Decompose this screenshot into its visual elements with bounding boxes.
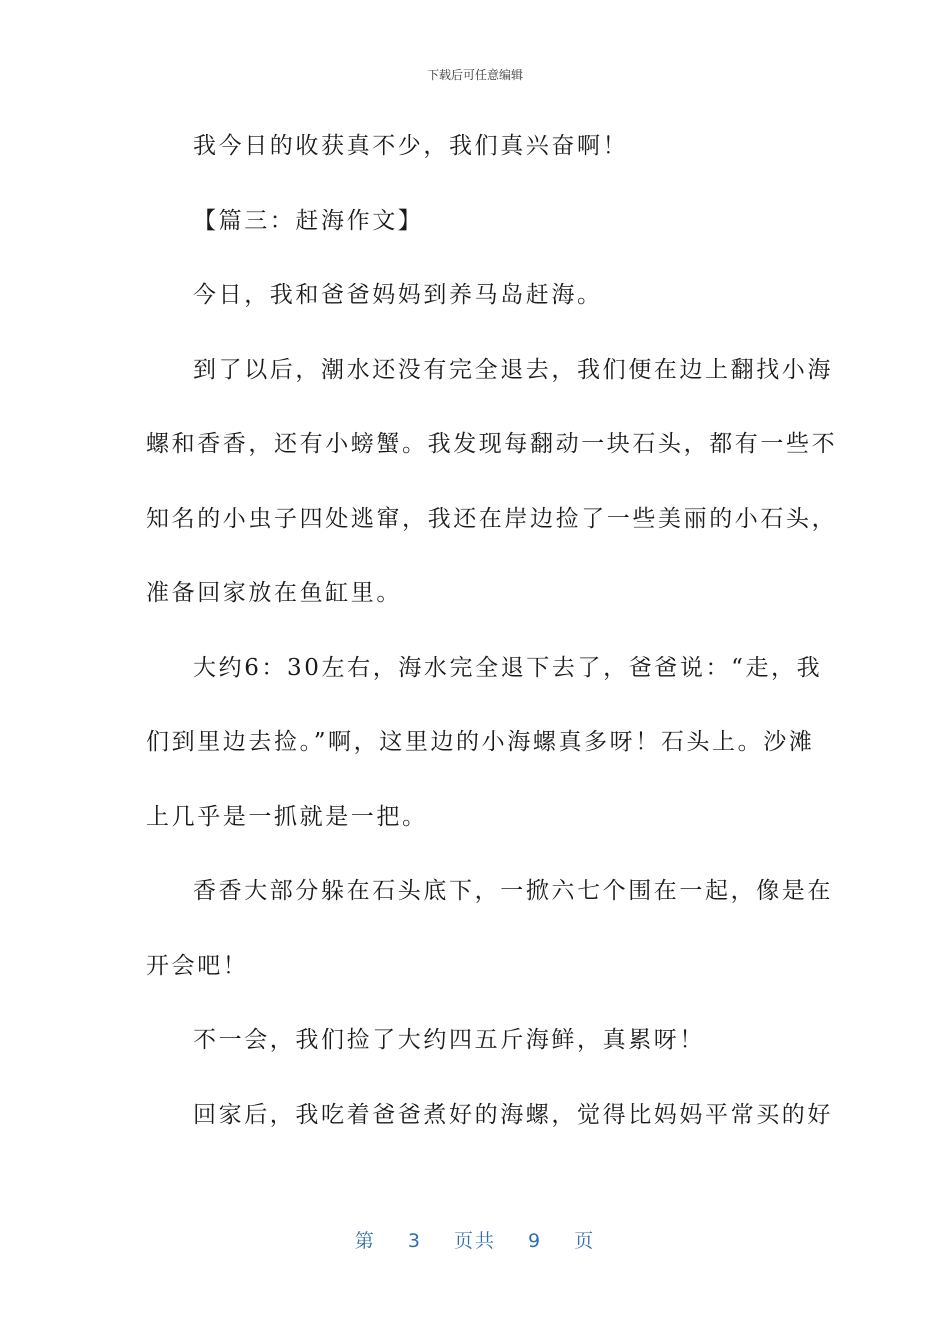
text-line-13: 不一会，我们捡了大约四五斤海鲜，真累呀！ [193,1027,705,1053]
section-heading: 【篇三：赶海作文】 [193,207,424,234]
text-line-14: 回家后，我吃着爸爸煮好的海螺，觉得比妈妈平常买的好 [193,1101,833,1128]
text-line-10: 上几乎是一抓就是一把。 [146,803,428,830]
footer-suffix: 页 [574,1230,596,1252]
footer-total-pages: 9 [528,1230,543,1252]
text-line-7: 准备回家放在鱼缸里。 [146,580,402,606]
text-line-8: 大约6：30左右，海水完全退下去了，爸爸说：“走，我 [193,654,823,681]
footer-prefix: 第 [354,1230,376,1252]
footer-current-page: 3 [407,1230,422,1252]
article-body [146,121,838,1164]
page-number-footer [0,1226,950,1253]
text-line-5: 螺和香香，还有小螃蟹。我发现每翻动一块石头，都有一些不 [146,431,838,457]
text-line-4: 到了以后，潮水还没有完全退去，我们便在边上翻找小海 [193,356,833,383]
text-line-6: 知名的小虫子四处逃窜，我还在岸边捡了一些美丽的小石头， [146,505,838,532]
footer-middle: 页共 [453,1230,496,1252]
text-line-11: 香香大部分躲在石头底下，一掀六七个围在一起，像是在 [193,878,833,904]
page-header-note: 下载后可任意编辑 [426,68,523,82]
text-line-9: 们到里边去捡。”啊，这里边的小海螺真多呀！石头上。沙滩 [146,729,815,755]
text-line-12: 开会吧！ [146,952,249,979]
text-line-3: 今日，我和爸爸妈妈到养马岛赶海。 [193,282,603,308]
text-line-1: 我今日的收获真不少，我们真兴奋啊！ [193,133,629,159]
